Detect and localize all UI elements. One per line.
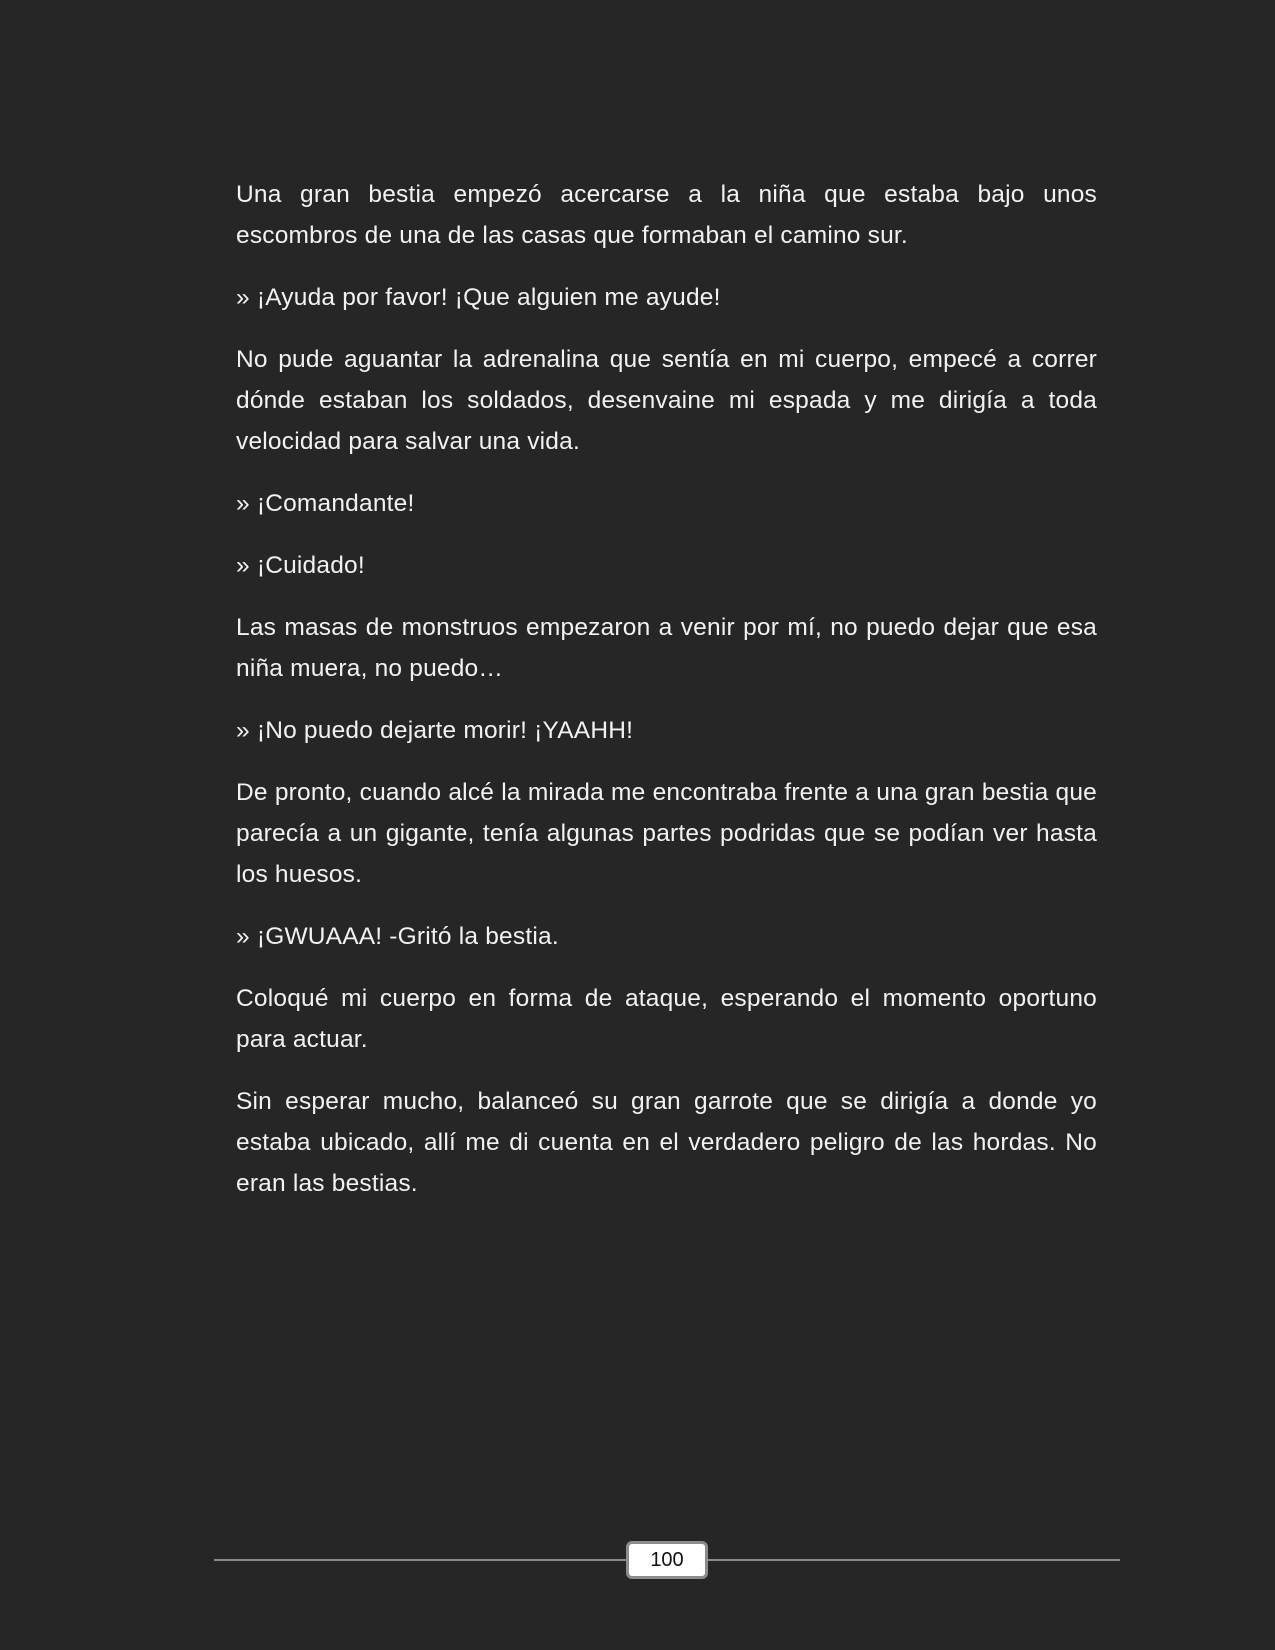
dialogue-line: » ¡No puedo dejarte morir! ¡YAAHH! bbox=[236, 717, 634, 744]
page-body-text bbox=[236, 174, 1097, 1225]
dialogue-line: » ¡Comandante! bbox=[236, 490, 415, 517]
dialogue-line: » ¡GWUAAA! -Gritó la bestia. bbox=[236, 923, 559, 950]
paragraph: No pude aguantar la adrenalina que sentía en mi cuerpo, empecé a correr dónde estaban los soldados, desenvaine mi espada y me dirigía a toda velocidad para salvar una vida. bbox=[236, 346, 1097, 455]
paragraph: Las masas de monstruos empezaron a venir por mí, no puedo dejar que esa niña muera, no puedo… bbox=[236, 614, 1097, 682]
dialogue-line: » ¡Ayuda por favor! ¡Que alguien me ayude! bbox=[236, 284, 721, 311]
dialogue-line: » ¡Cuidado! bbox=[236, 552, 365, 579]
paragraph: De pronto, cuando alcé la mirada me encontraba frente a una gran bestia que parecía a un gigante, tenía algunas partes podridas que se podían ver hasta los huesos. bbox=[236, 779, 1097, 888]
paragraph: Coloqué mi cuerpo en forma de ataque, esperando el momento oportuno para actuar. bbox=[236, 985, 1097, 1053]
paragraph: Una gran bestia empezó acercarse a la niña que estaba bajo unos escombros de una de las casas que formaban el camino sur. bbox=[236, 181, 1097, 249]
paragraph: Sin esperar mucho, balanceó su gran garrote que se dirigía a donde yo estaba ubicado, allí me di cuenta en el verdadero peligro de las hordas. No eran las bestias. bbox=[236, 1088, 1097, 1197]
footer-rule-right bbox=[708, 1559, 1120, 1561]
page-number: 100 bbox=[626, 1541, 708, 1579]
footer-rule-left bbox=[214, 1559, 626, 1561]
